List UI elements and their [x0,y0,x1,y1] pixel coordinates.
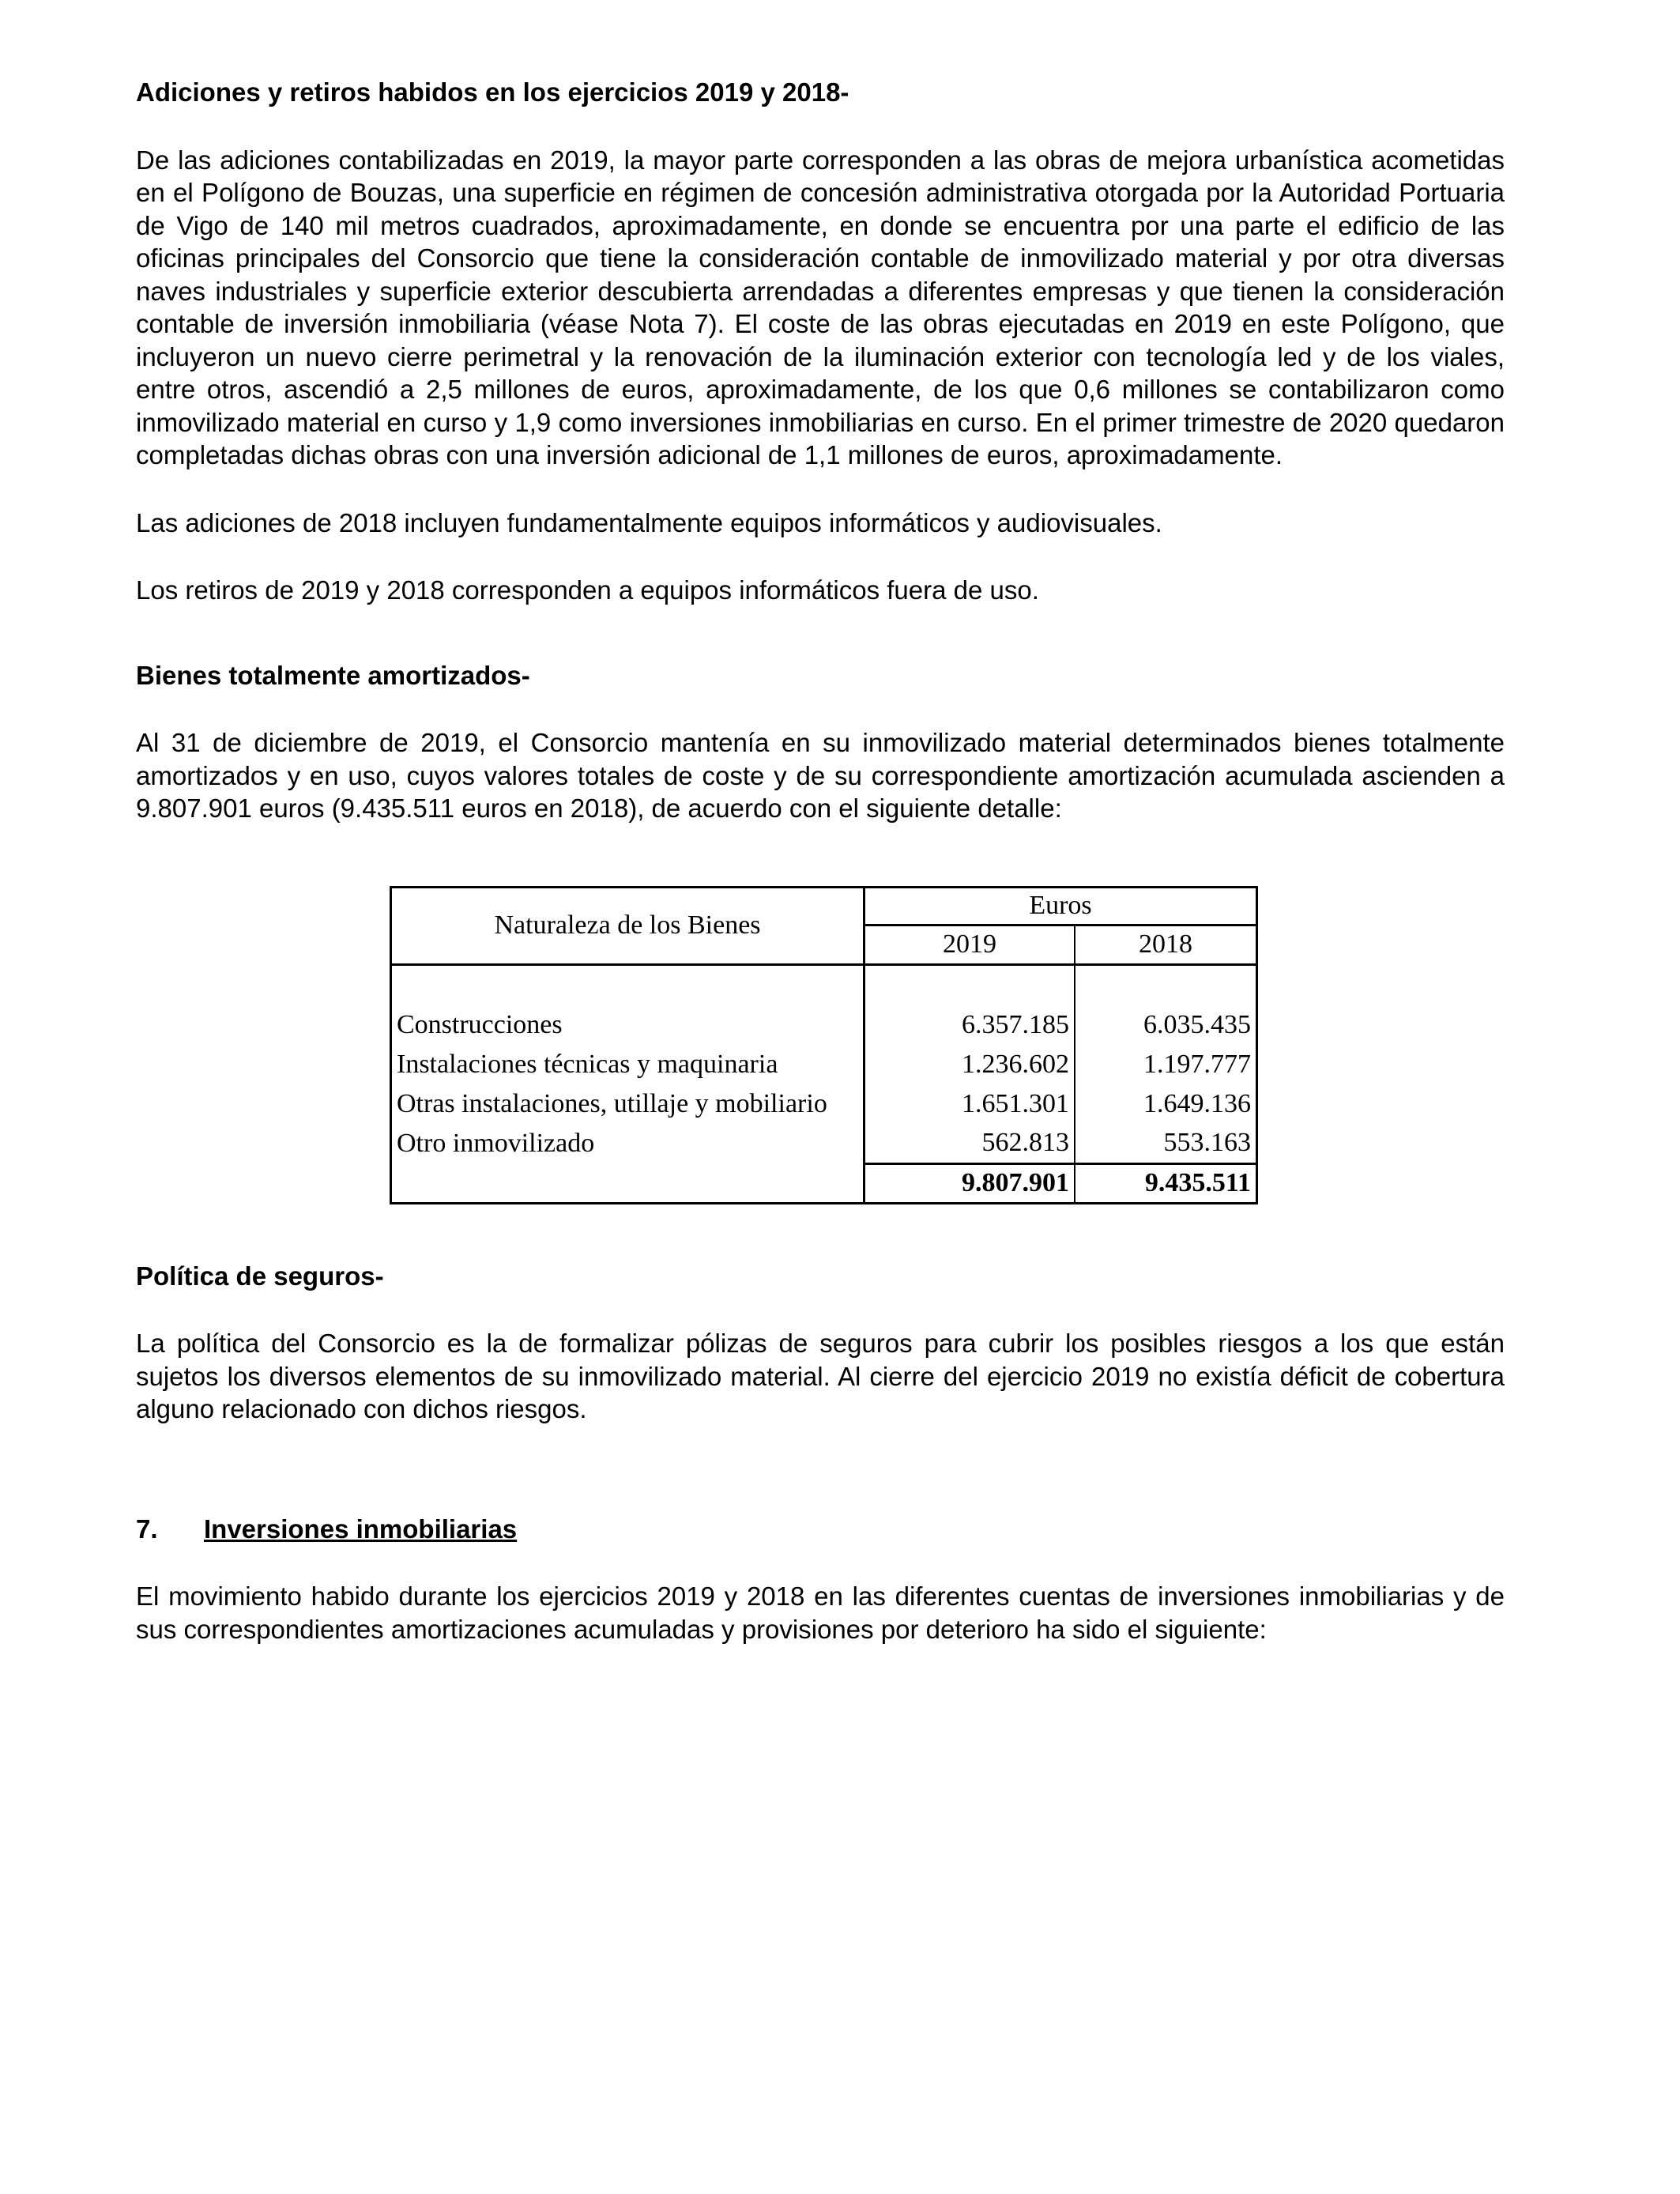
total-2018: 9.435.511 [1075,1163,1257,1203]
row-value-2019: 1.236.602 [864,1045,1075,1084]
header-euros: Euros [864,887,1257,925]
row-value-2019: 1.651.301 [864,1084,1075,1124]
total-2019: 9.807.901 [864,1163,1075,1203]
header-year-2019: 2019 [864,925,1075,964]
heading-amortized: Bienes totalmente amortizados- [136,660,530,690]
row-label: Instalaciones técnicas y maquinaria [391,1045,864,1084]
heading-additions: Adiciones y retiros habidos en los ejercicios 2019 y 2018- [136,77,849,107]
amortized-assets-table [390,886,1258,1204]
row-label: Construcciones [391,1005,864,1045]
row-value-2019: 6.357.185 [864,1005,1075,1045]
row-value-2018: 6.035.435 [1075,1005,1257,1045]
table-row [391,1045,1257,1084]
paragraph-retirements: Los retiros de 2019 y 2018 corresponden a equipos informáticos fuera de uso. [136,575,1039,605]
paragraph-additions-2018: Las adiciones de 2018 incluyen fundamentalmente equipos informáticos y audiovisuales. [136,507,1162,537]
table-row [391,1124,1257,1163]
row-label: Otras instalaciones, utillaje y mobiliario [391,1084,864,1124]
row-value-2018: 553.163 [1075,1124,1257,1163]
paragraph-amortized: Al 31 de diciembre de 2019, el Consorcio mantenía en su inmovilizado material determinados bienes totalmente amortizados y en uso, cuyos valores totales de coste y de su correspondiente amortización acumulada ascienden a 9.807.901 euros (9.435.511 euros en 2018), de acuerdo con el siguiente detalle: [136,728,1505,823]
row-value-2018: 1.197.777 [1075,1045,1257,1084]
table-total-row [391,1163,1257,1203]
amortized-assets-table-wrapper [390,886,1505,1204]
section-7-title: Inversiones inmobiliarias [204,1514,518,1544]
header-nature: Naturaleza de los Bienes [391,887,864,964]
table-row [391,1084,1257,1124]
row-value-2018: 1.649.136 [1075,1084,1257,1124]
table-row [391,1005,1257,1045]
heading-insurance: Política de seguros- [136,1261,384,1291]
header-year-2018: 2018 [1075,925,1257,964]
document-page [136,76,1505,1646]
paragraph-insurance: La política del Consorcio es la de formalizar pólizas de seguros para cubrir los posibles riesgos a los que están sujetos los diversos elementos de su inmovilizado material. Al cierre del ejercicio 2019 no existía déficit de cobertura alguno relacionado con dichos riesgos. [136,1329,1505,1423]
row-label: Otro inmovilizado [391,1124,864,1163]
section-7-number: 7. [136,1514,158,1544]
row-value-2019: 562.813 [864,1124,1075,1163]
paragraph-additions-2019: De las adiciones contabilizadas en 2019, la mayor parte corresponden a las obras de mejora urbanística acometidas en el Polígono de Bouzas, una superficie en régimen de concesión administrativa otorgada por la Autoridad Portuaria de Vigo de 140 mil metros cuadrados, aproximadamente, en donde se encuentra por una parte el edificio de las oficinas principales del Consorcio que tiene la consideración contable de inmovilizado material y por otra diversas naves industriales y superficie exterior descubierta arrendadas a diferentes empresas y que tienen la consideración contable de inversión inmobiliaria (véase Nota 7). El coste de las obras ejecutadas en 2019 en este Polígono, que incluyeron un nuevo cierre perimetral y la renovación de la iluminación exterior con tecnología led y de los viales, entre otros, ascendió a 2,5 millones de euros, aproximadamente, de los que 0,6 millones se contabilizaron como inmovilizado material en curso y 1,9 como inversiones inmobiliarias en curso. En el primer trimestre de 2020 quedaron completadas dichas obras con una inversión adicional de 1,1 millones de euros, aproximadamente. [136,145,1505,469]
paragraph-section-7: El movimiento habido durante los ejercicios 2019 y 2018 en las diferentes cuentas de inversiones inmobiliarias y de sus correspondientes amortizaciones acumuladas y provisiones por deterioro ha sido el siguiente: [136,1581,1505,1644]
heading-section-7 [136,1513,1505,1546]
